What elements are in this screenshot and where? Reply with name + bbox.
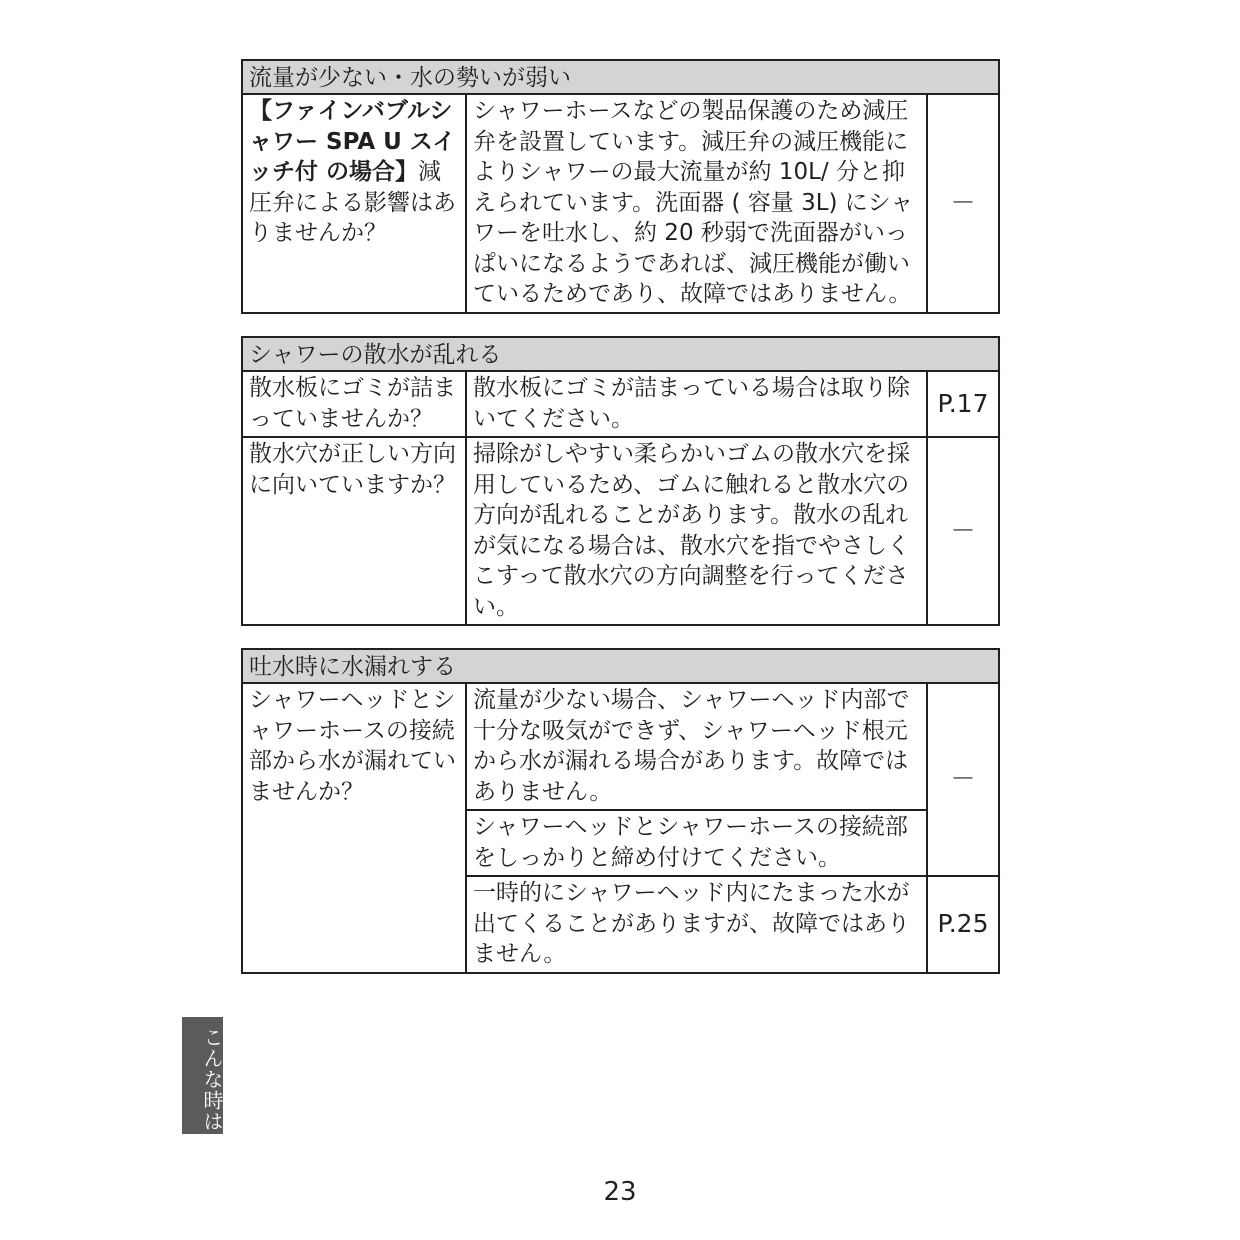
answer-cell: シャワーホースなどの製品保護のため減圧弁を設置しています。減圧弁の減圧機能によりシャワーの最大流量が約 10L/ 分と抑えられています。洗面器 ( 容量 3L) にシャワーを吐水し、約 20 秒弱で洗面器がいっぱいになるようであれば、減圧機能が働いているためであり、故障ではありません。 xyxy=(466,94,927,313)
question-condition: 【ファインバブルシャワー SPA U スイッチ付 の場合】 xyxy=(249,98,456,185)
table-row xyxy=(242,371,999,437)
troubleshoot-table-low-flow xyxy=(241,59,1000,314)
troubleshoot-table-spray xyxy=(241,336,1000,626)
section-header: 流量が少ない・水の勢いが弱い xyxy=(242,60,999,94)
question-cell xyxy=(242,94,466,313)
question-cell: シャワーヘッドとシャワーホースの接続部から水が漏れていませんか？ xyxy=(242,683,466,973)
section-header: 吐水時に水漏れする xyxy=(242,649,999,683)
question-cell: 散水穴が正しい方向に向いていますか？ xyxy=(242,437,466,625)
reference-cell: － xyxy=(927,94,999,313)
table-row xyxy=(242,437,999,625)
reference-cell: － xyxy=(927,683,999,876)
question-text: 減圧弁による影響はありませんか？ xyxy=(249,159,456,246)
answer-cell: 掃除がしやすい柔らかいゴムの散水穴を採用しているため、ゴムに触れると散水穴の方向が乱れることがあります。散水の乱れが気になる場合は、散水穴を指でやさしくこすって散水穴の方向調整を行ってください。 xyxy=(466,437,927,625)
reference-cell: P.25 xyxy=(927,876,999,973)
section-header: シャワーの散水が乱れる xyxy=(242,337,999,371)
answer-cell: 散水板にゴミが詰まっている場合は取り除いてください。 xyxy=(466,371,927,437)
troubleshoot-table-leak xyxy=(241,648,1000,974)
question-cell: 散水板にゴミが詰まっていませんか？ xyxy=(242,371,466,437)
section-side-tab: こんな時は xyxy=(182,1017,223,1134)
table-row xyxy=(242,683,999,810)
reference-cell: P.17 xyxy=(927,371,999,437)
table-row xyxy=(242,94,999,313)
answer-cell: 一時的にシャワーヘッド内にたまった水が出てくることがありますが、故障ではありません。 xyxy=(466,876,927,973)
reference-cell: － xyxy=(927,437,999,625)
answer-cell: シャワーヘッドとシャワーホースの接続部をしっかりと締め付けてください。 xyxy=(466,810,927,876)
page-number: 23 xyxy=(603,1177,637,1207)
answer-cell: 流量が少ない場合、シャワーヘッド内部で十分な吸気ができず、シャワーヘッド根元から水が漏れる場合があります。故障ではありません。 xyxy=(466,683,927,810)
